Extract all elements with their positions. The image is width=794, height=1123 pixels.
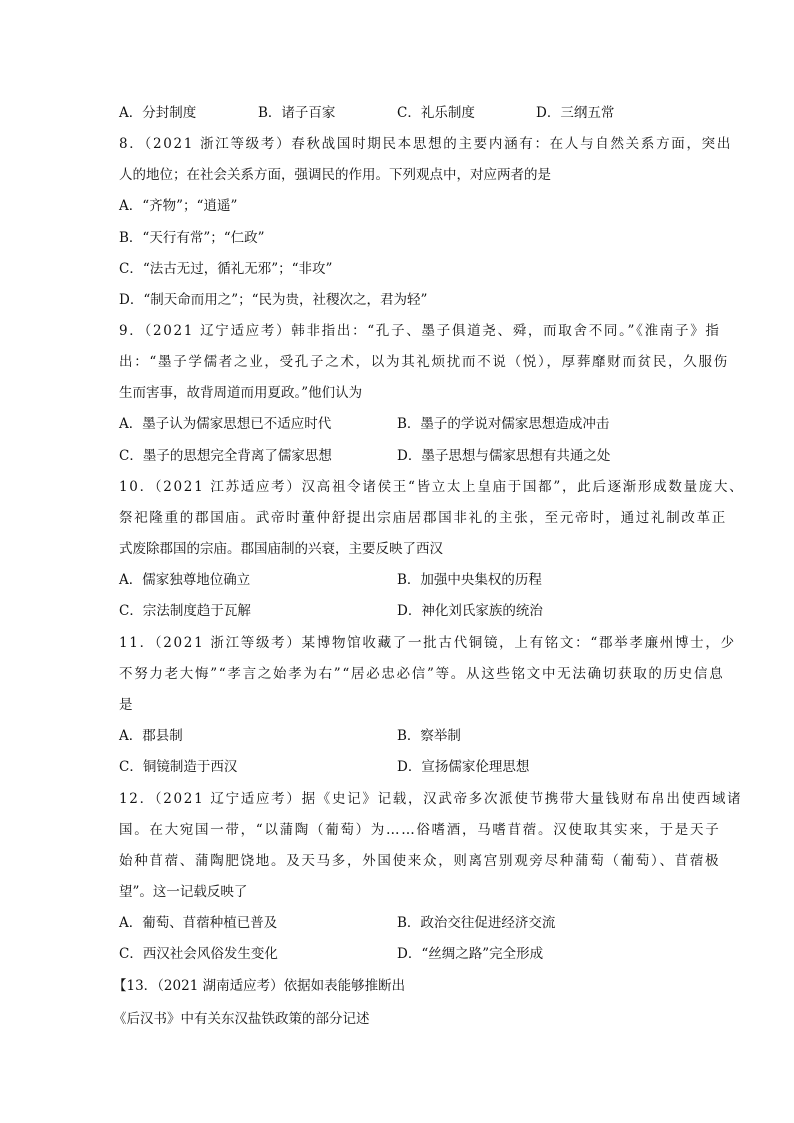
q11-option-b[interactable]: B．察举制: [397, 728, 461, 744]
q10-stem-line-3: 式废除郡国的宗庙。郡国庙制的兴衰，主要反映了西汉: [119, 541, 443, 557]
q10-stem-line-2: 祭祀隆重的郡国庙。武帝时董仲舒提出宗庙居郡国非礼的主张，至元帝时，通过礼制改革正: [119, 510, 727, 526]
q11-stem-line-2: 不努力老大悔”“孝言之始孝为右”“居必忠必信”等。从这些铭文中无法确切获取的历史信息: [119, 666, 725, 682]
q9-option-b[interactable]: B．墨子的学说对儒家思想造成冲击: [397, 416, 610, 432]
q12-stem-line-3: 始种苜蓿、蒲陶肥饶地。及天马多，外国使来众，则离宫别观旁尽种蒲萄（葡萄）、苜蓿极: [119, 853, 721, 869]
q7-option-b[interactable]: B．诸子百家: [258, 105, 336, 121]
q10-option-b[interactable]: B．加强中央集权的历程: [397, 572, 542, 588]
q12-option-a[interactable]: A．葡萄、苜蓿种植已普及: [119, 915, 278, 931]
q11-stem-line-3: 是: [119, 697, 133, 713]
q10-option-a[interactable]: A．儒家独尊地位确立: [119, 572, 251, 588]
q8-option-b[interactable]: B．“天行有常”；“仁政”: [119, 230, 265, 246]
q13-table-caption: 《后汉书》中有关东汉盐铁政策的部分记述: [113, 1011, 370, 1027]
q9-option-a[interactable]: A．墨子认为儒家思想已不适应时代: [119, 416, 332, 432]
q9-option-d[interactable]: D．墨子思想与儒家思想有共通之处: [397, 448, 611, 464]
q10-option-c[interactable]: C．宗法制度趋于瓦解: [119, 603, 251, 619]
q11-option-d[interactable]: D．宣扬儒家伦理思想: [397, 759, 530, 775]
q8-option-a[interactable]: A．“齐物”；“逍遥”: [119, 198, 238, 214]
q12-stem-line-2: 国。在大宛国一带，“以蒲陶（葡萄）为……俗嗜酒，马嗜苜蓿。汉使取其实来，于是天子: [119, 822, 721, 838]
q7-option-a[interactable]: A．分封制度: [119, 105, 197, 121]
q7-option-c[interactable]: C．礼乐制度: [397, 105, 475, 121]
q12-option-b[interactable]: B．政治交往促进经济交流: [397, 915, 556, 931]
q10-stem-line-1: 10．（2021 江苏适应考）汉高祖令诸侯王“皆立太上皇庙于国都”，此后逐渐形成数量庞大、: [119, 479, 745, 495]
q10-option-d[interactable]: D．神化刘氏家族的统治: [397, 603, 543, 619]
q12-option-c[interactable]: C．西汉社会风俗发生变化: [119, 946, 278, 962]
q8-option-c[interactable]: C．“法古无过，循礼无邪”；“非攻”: [119, 261, 333, 277]
q12-stem-line-1: 12．（2021 辽宁适应考）据《史记》记载，汉武帝多次派使节携带大量钱财布帛出使西域诸: [119, 791, 743, 807]
q9-stem-line-3: 生而害事，故背周道而用夏政。”他们认为: [119, 385, 363, 401]
q9-stem-line-2: 出：“墨子学儒者之业，受孔子之术，以为其礼烦扰而不说（悦），厚葬靡财而贫民，久服伤: [119, 354, 729, 370]
q8-stem-line-1: 8．（2021 浙江等级考）春秋战国时期民本思想的主要内涵有：在人与自然关系方面，突出: [119, 136, 733, 152]
q12-option-d[interactable]: D．“丝绸之路”完全形成: [397, 946, 544, 962]
q8-stem-line-2: 人的地位；在社会关系方面，强调民的作用。下列观点中，对应两者的是: [119, 167, 551, 183]
q11-option-a[interactable]: A．郡县制: [119, 728, 183, 744]
q13-stem-line-1: 【13．（2021 湖南适应考）依据如表能够推断出: [113, 978, 406, 994]
q9-option-c[interactable]: C．墨子的思想完全背离了儒家思想: [119, 448, 332, 464]
q7-option-d[interactable]: D．三纲五常: [536, 105, 615, 121]
q12-stem-line-4: 望”。这一记载反映了: [119, 884, 248, 900]
q11-option-c[interactable]: C．铜镜制造于西汉: [119, 759, 238, 775]
q11-stem-line-1: 11．（2021 浙江等级考）某博物馆收藏了一批古代铜镜，上有铭文：“郡举孝廉州博士，少: [119, 635, 736, 651]
q9-stem-line-1: 9．（2021 辽宁适应考）韩非指出：“孔子、墨子俱道尧、舜，而取舍不同。”《淮南子》指: [119, 323, 721, 339]
q8-option-d[interactable]: D．“制天命而用之”；“民为贵，社稷次之，君为轻”: [119, 292, 428, 308]
